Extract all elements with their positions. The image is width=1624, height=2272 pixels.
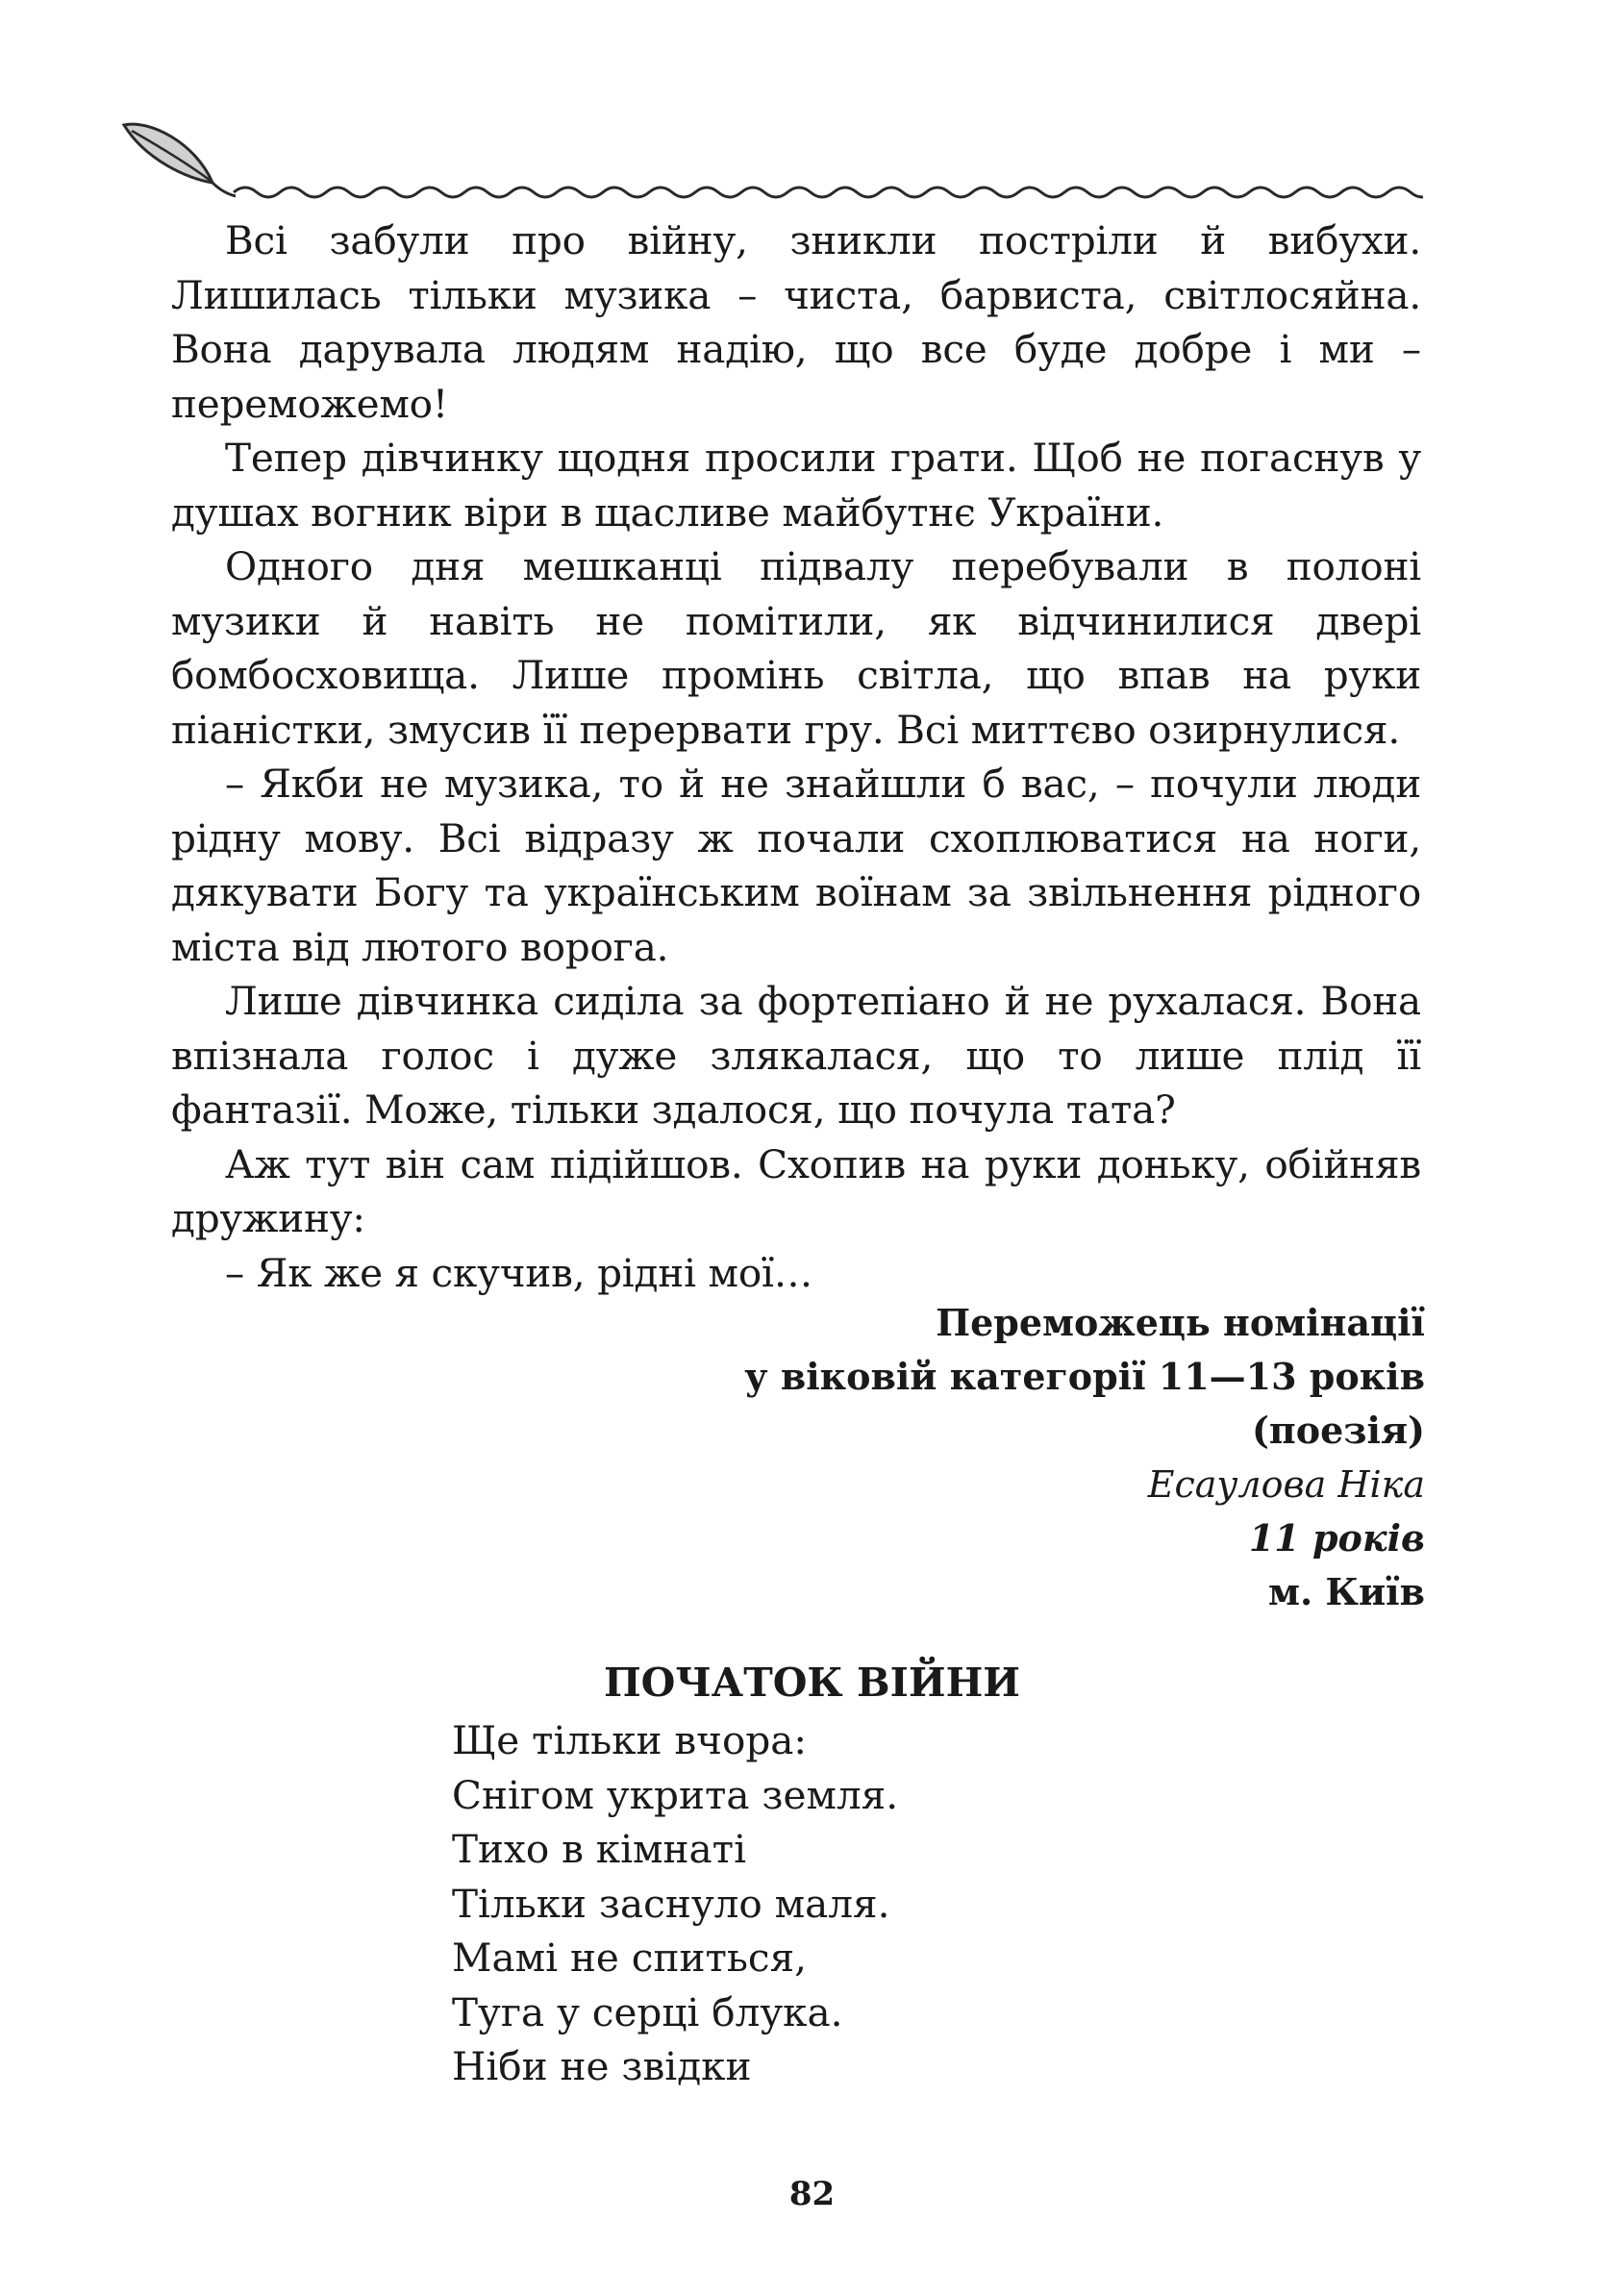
paragraph: Лише дівчинка сиділа за фортепіано й не рухалася. Вона впізнала голос і дуже злякалася, що то лише плід її фантазії. Може, тільки здалося, що почула тата? [171, 978, 1421, 1133]
poem-line: Снігом укрита земля. [452, 1771, 899, 1818]
poem-line: Тихо в кімнаті [452, 1826, 747, 1872]
poem-line: Туга у серці блука. [452, 1988, 843, 2035]
poem-line: Тільки заснуло маля. [452, 1880, 890, 1927]
poem-line: Мамі не спиться, [452, 1935, 808, 1981]
paragraph: – Якби не музика, то й не знайшли б вас, – почули люди рідну мову. Всі відразу ж почали схоплюватися на ноги, дякувати Богу та українським воїнам за звільнення рідного міста від лютого ворога. [171, 761, 1421, 970]
genre: (поезія) [1251, 1409, 1425, 1452]
author-name: Есаулова Ніка [1147, 1463, 1425, 1506]
nomination-title: Переможець номінації [936, 1301, 1425, 1344]
story-text [171, 213, 1421, 1300]
page-number: 82 [788, 2175, 836, 2213]
poem-line: Ще тільки вчора: [452, 1717, 808, 1763]
author-age: 11 років [1248, 1516, 1425, 1560]
poem-lines [452, 1713, 898, 2094]
paragraph: Аж тут він сам підійшов. Схопив на руки доньку, обійняв дружину: [171, 1140, 1421, 1241]
author-city: м. Київ [1267, 1570, 1425, 1613]
poem-line: Ніби не звідки [452, 2043, 752, 2089]
paragraph: Одного дня мешканці підвалу перебували в полоні музики й навіть не помітили, як відчинилися двері бомбосховища. Лише промінь світла, що впав на руки піаністки, змусив її перервати гру. Всі миттєво озирнулися. [171, 543, 1421, 753]
age-category: у віковій категорії 11—13 років [744, 1355, 1425, 1398]
winner-credit [744, 1296, 1425, 1619]
poem-title: ПОЧАТОК ВІЙНИ [603, 1660, 1021, 1706]
paragraph: – Як же я скучив, рідні мої… [225, 1249, 813, 1296]
feather-wave-divider-icon [120, 113, 1423, 200]
paragraph: Всі забули про війну, зникли постріли й вибухи. Лишилась тільки музика – чиста, барвиста, світлосяйна. Вона дарувала людям надію, що все буде добре і ми – переможемо! [171, 217, 1421, 427]
paragraph: Тепер дівчинку щодня просили грати. Щоб не погаснув у душах вогник віри в щасливе майбутнє України. [171, 435, 1421, 536]
